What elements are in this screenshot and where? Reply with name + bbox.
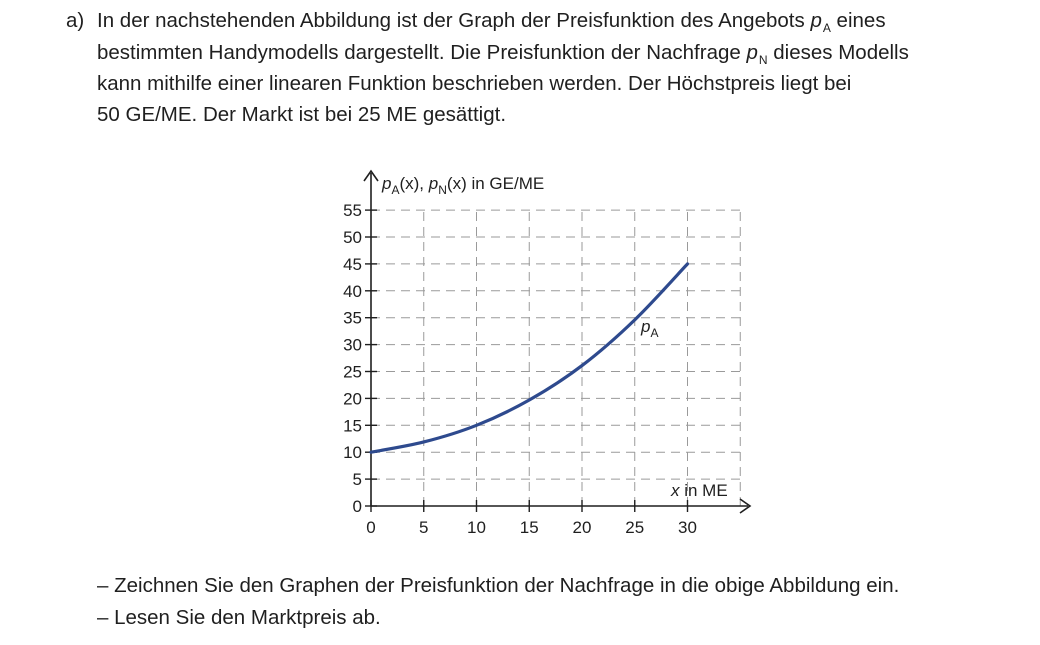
task-list	[97, 570, 899, 634]
task-item-1: – Zeichnen Sie den Graphen der Preisfunktion der Nachfrage in die obige Abbildung ein.	[97, 574, 900, 597]
y-tick-label: 50	[343, 228, 362, 247]
x-tick-label: 10	[467, 518, 486, 537]
chart-ticks	[343, 201, 697, 537]
intro-line-1: In der nachstehenden Abbildung ist der Graph der Preisfunktion des Angebots $p_A$ eines	[97, 9, 886, 35]
y-tick-label: 35	[343, 308, 362, 328]
x-tick-label: 0	[366, 518, 376, 537]
y-tick-label: 25	[343, 362, 362, 382]
x-axis-label: x in ME	[671, 481, 728, 500]
task-item-2: – Lesen Sie den Marktpreis ab.	[97, 606, 381, 629]
series-label-pa: $p_A$	[641, 317, 659, 340]
intro-line-4: 50 GE/ME. Der Markt ist bei 25 ME gesättigt.	[97, 103, 507, 126]
y-tick-label: 15	[343, 416, 362, 436]
chart-axes	[364, 171, 750, 513]
y-tick-label: 5	[352, 470, 362, 490]
x-tick-label: 15	[519, 518, 539, 537]
x-tick-label: 20	[572, 518, 592, 537]
x-tick-label: 25	[625, 518, 645, 537]
y-axis-label: $p_A(x)$, $p_N(x)$ in GE/ME	[382, 174, 545, 197]
task-label: a)	[66, 9, 85, 32]
y-tick-label: 10	[343, 443, 362, 463]
y-tick-label: 0	[352, 497, 362, 516]
y-tick-label: 40	[343, 281, 362, 301]
x-tick-label: 30	[678, 518, 697, 537]
chart-grid	[371, 210, 740, 506]
y-tick-label: 45	[343, 254, 362, 274]
y-tick-label: 30	[343, 335, 362, 355]
intro-line-3: kann mithilfe einer linearen Funktion beschrieben werden. Der Höchstpreis liegt bei	[97, 72, 852, 95]
x-tick-label: 5	[419, 518, 429, 537]
y-tick-label: 20	[343, 389, 362, 409]
intro-line-2: bestimmten Handymodells dargestellt. Die Preisfunktion der Nachfrage $p_N$ dieses Modells	[97, 41, 909, 67]
y-tick-label: 55	[343, 201, 362, 221]
